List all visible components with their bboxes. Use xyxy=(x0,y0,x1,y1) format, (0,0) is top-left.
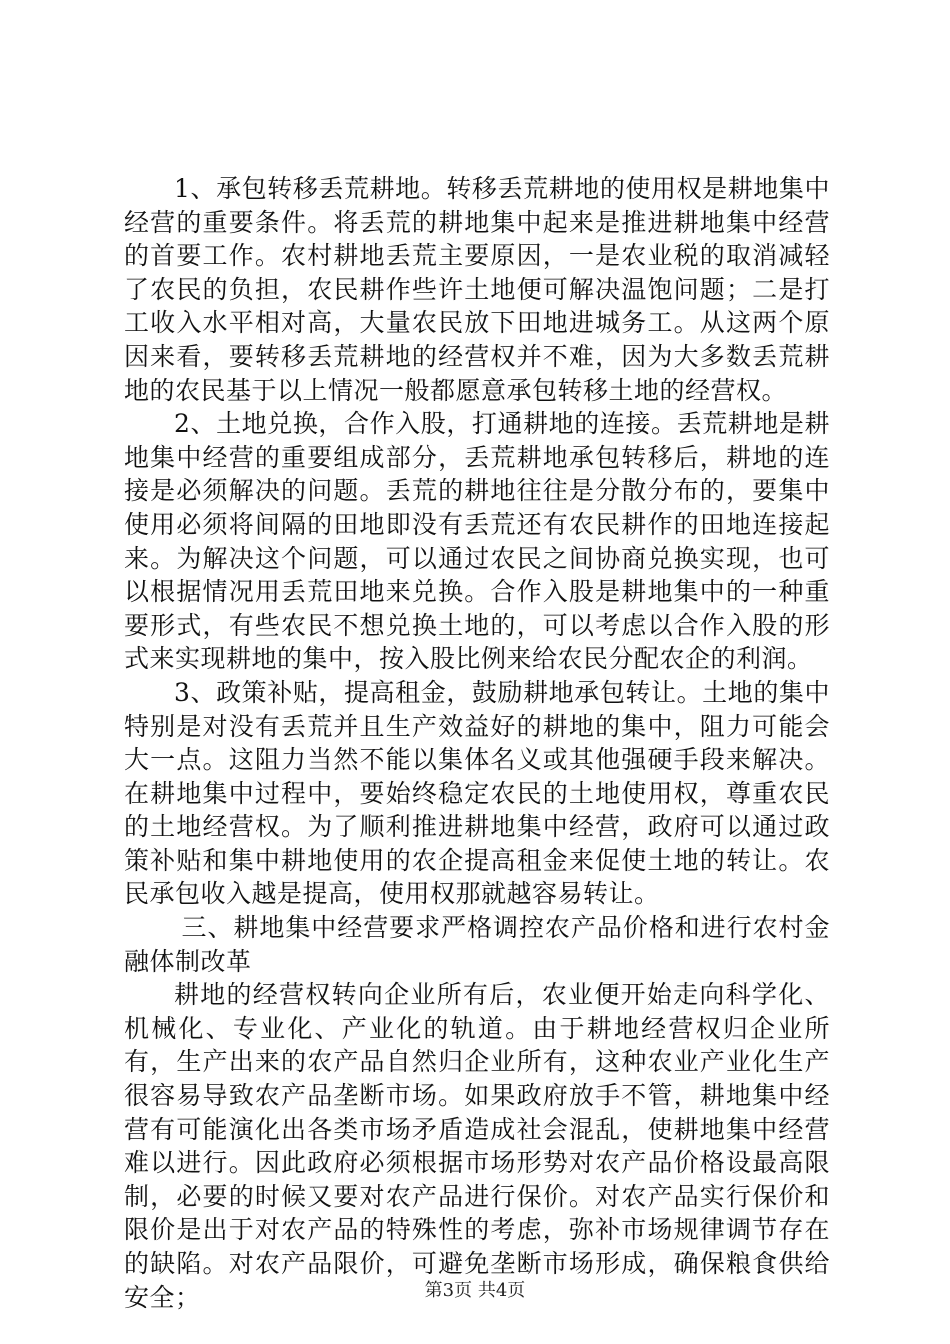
document-body xyxy=(124,172,830,1314)
paragraph-2: 2、土地兑换，合作入股，打通耕地的连接。丢荒耕地是耕地集中经营的重要组成部分，丢荒耕地承包转移后，耕地的连接是必须解决的问题。丢荒的耕地往往是分散分布的，要集中使用必须将间隔的田地即没有丢荒还有农民耕作的田地连接起来。为解决这个问题，可以通过农民之间协商兑换实现，也可以根据情况用丢荒田地来兑换。合作入股是耕地集中的一种重要形式，有些农民不想兑换土地的，可以考虑以合作入股的形式来实现耕地的集中，按入股比例来给农民分配农企的利润。 xyxy=(124,409,830,674)
paragraph-1: 1、承包转移丢荒耕地。转移丢荒耕地的使用权是耕地集中经营的重要条件。将丢荒的耕地集中起来是推进耕地集中经营的首要工作。农村耕地丢荒主要原因，一是农业税的取消减轻了农民的负担，农民耕作些许土地便可解决温饱问题；二是打工收入水平相对高，大量农民放下田地进城务工。从这两个原因来看，要转移丢荒耕地的经营权并不难，因为大多数丢荒耕地的农民基于以上情况一般都愿意承包转移土地的经营权。 xyxy=(124,174,830,405)
section-heading: 三、耕地集中经营要求严格调控农产品价格和进行农村金融体制改革 xyxy=(124,913,830,976)
paragraph-3: 3、政策补贴，提高租金，鼓励耕地承包转让。土地的集中特别是对没有丢荒并且生产效益好的耕地的集中，阻力可能会大一点。这阻力当然不能以集体名义或其他强硬手段来解决。在耕地集中过程中，要始终稳定农民的土地使用权，尊重农民的土地经营权。为了顺利推进耕地集中经营，政府可以通过政策补贴和集中耕地使用的农企提高租金来促使土地的转让。农民承包收入越是提高，使用权那就越容易转让。 xyxy=(124,677,830,909)
page-footer: 第3页 共4页 xyxy=(424,1280,526,1301)
paragraph-5: 耕地的经营权转向企业所有后，农业便开始走向科学化、机械化、专业化、产业化的轨道。由于耕地经营权归企业所有，生产出来的农产品自然归企业所有，这种农业产业化生产很容易导致农产品垄断市场。如果政府放手不管，耕地集中经营有可能演化出各类市场矛盾造成社会混乱，使耕地集中经营难以进行。因此政府必须根据市场形势对农产品价格设最高限制，必要的时候又要对农产品进行保价。对农产品实行保价和限价是出于对农产品的特殊性的考虑，弥补市场规律调节存在的缺陷。对农产品限价，可避免垄断市场形成，确保粮食供给安全； xyxy=(124,980,830,1312)
